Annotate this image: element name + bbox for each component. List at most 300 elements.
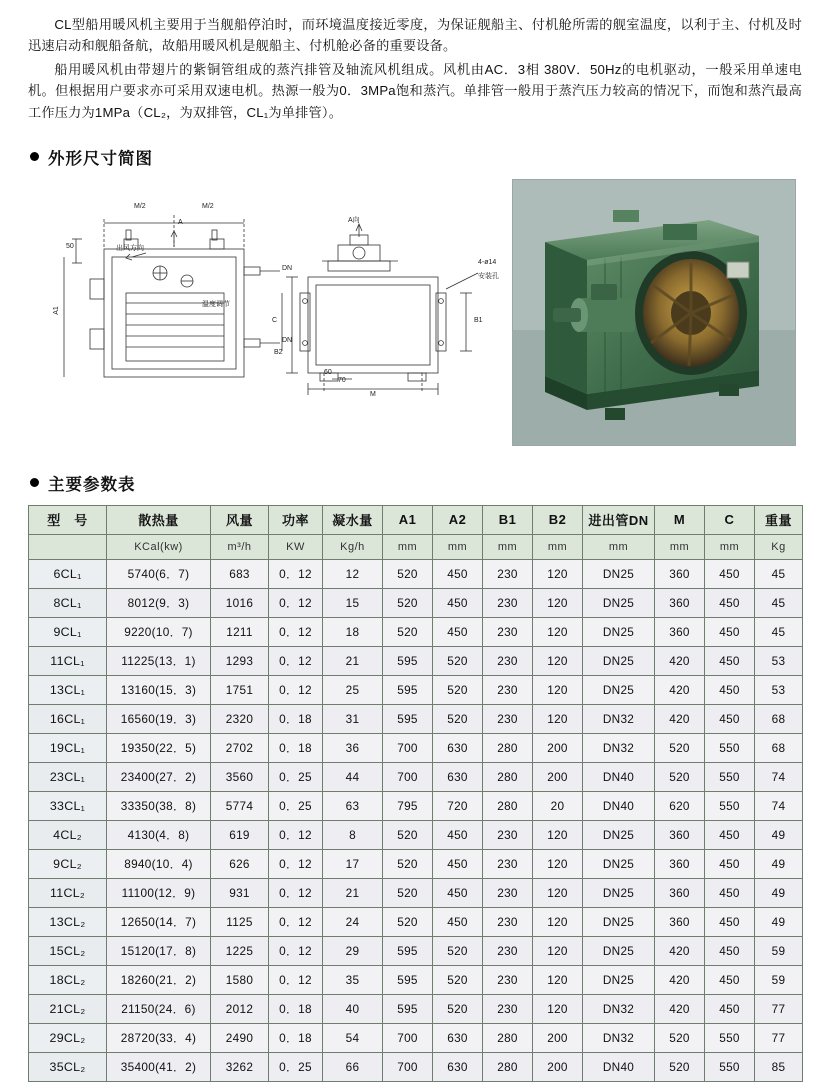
cell-value: 630 bbox=[433, 733, 483, 762]
cell-model: 23CL₁ bbox=[29, 762, 107, 791]
cell-value: 0．25 bbox=[269, 1052, 323, 1081]
cell-value: 12650(14．7) bbox=[107, 907, 211, 936]
cell-value: 230 bbox=[483, 907, 533, 936]
cell-value: 520 bbox=[383, 878, 433, 907]
spec-table-head bbox=[29, 505, 803, 559]
cell-value: 230 bbox=[483, 936, 533, 965]
cell-value: 15120(17．8) bbox=[107, 936, 211, 965]
cell-value: 595 bbox=[383, 646, 433, 675]
cell-value: 520 bbox=[383, 907, 433, 936]
cell-value: 1225 bbox=[211, 936, 269, 965]
cell-value: 450 bbox=[433, 878, 483, 907]
cell-value: 85 bbox=[755, 1052, 803, 1081]
cell-value: 700 bbox=[383, 733, 433, 762]
cell-value: 360 bbox=[655, 878, 705, 907]
cell-value: DN32 bbox=[583, 733, 655, 762]
figure-row bbox=[28, 179, 802, 449]
cell-value: 450 bbox=[705, 820, 755, 849]
table-row bbox=[29, 820, 803, 849]
cell-value: 520 bbox=[383, 849, 433, 878]
cell-value: 630 bbox=[433, 762, 483, 791]
cell-value: 595 bbox=[383, 936, 433, 965]
cell-value: 550 bbox=[705, 791, 755, 820]
cell-value: 63 bbox=[323, 791, 383, 820]
table-row bbox=[29, 791, 803, 820]
cell-value: 0．18 bbox=[269, 704, 323, 733]
spec-table-body bbox=[29, 559, 803, 1081]
drawing-label-mount-hole: 安装孔 bbox=[478, 272, 499, 280]
cell-value: 520 bbox=[433, 936, 483, 965]
cell-value: 450 bbox=[433, 617, 483, 646]
cell-value: 0．12 bbox=[269, 849, 323, 878]
table-row bbox=[29, 617, 803, 646]
cell-value: 520 bbox=[383, 820, 433, 849]
cell-value: 21 bbox=[323, 646, 383, 675]
cell-model: 9CL₁ bbox=[29, 617, 107, 646]
table-row bbox=[29, 907, 803, 936]
table-row bbox=[29, 704, 803, 733]
cell-value: 21150(24．6) bbox=[107, 994, 211, 1023]
cell-value: 619 bbox=[211, 820, 269, 849]
unit-b2: mm bbox=[533, 534, 583, 559]
cell-value: 8012(9．3) bbox=[107, 588, 211, 617]
cell-value: 0．12 bbox=[269, 559, 323, 588]
cell-value: 420 bbox=[655, 994, 705, 1023]
drawing-label-temp-adjust: 温度调节 bbox=[202, 300, 230, 308]
cell-value: 18 bbox=[323, 617, 383, 646]
cell-value: 450 bbox=[433, 907, 483, 936]
cell-model: 4CL₂ bbox=[29, 820, 107, 849]
cell-value: DN25 bbox=[583, 559, 655, 588]
col-header-heat: 散热量 bbox=[107, 505, 211, 534]
spec-table-wrapper bbox=[28, 505, 802, 1082]
cell-value: 595 bbox=[383, 965, 433, 994]
cell-value: 360 bbox=[655, 588, 705, 617]
unit-heat: KCal(kw) bbox=[107, 534, 211, 559]
cell-value: 0．25 bbox=[269, 762, 323, 791]
drawing-label-b2: B2 bbox=[274, 348, 283, 356]
cell-value: 595 bbox=[383, 704, 433, 733]
cell-model: 8CL₁ bbox=[29, 588, 107, 617]
cell-value: 520 bbox=[433, 675, 483, 704]
section-title-outline: 外形尺寸简图 bbox=[48, 149, 153, 168]
cell-value: 360 bbox=[655, 907, 705, 936]
intro-paragraph-2: 船用暖风机由带翅片的紫铜管组成的蒸汽排管及轴流风机组成。风机由AC．3相 380V．50Hz的电机驱动，一般采用单速电机。但根据用户要求亦可采用双速电机。热源一般为0．3MPa饱和蒸汽。单排管一般用于蒸汽压力较高的情况下，而饱和蒸汽最高工作压力为1MPa（CL₂，为双排管，CL₁为单排管）。 bbox=[28, 61, 802, 120]
cell-value: 230 bbox=[483, 646, 533, 675]
drawing-label-a-view: A向 bbox=[348, 216, 360, 224]
table-row bbox=[29, 733, 803, 762]
cell-value: 120 bbox=[533, 588, 583, 617]
cell-value: 120 bbox=[533, 907, 583, 936]
cell-value: 1751 bbox=[211, 675, 269, 704]
cell-value: 420 bbox=[655, 675, 705, 704]
cell-value: 450 bbox=[705, 936, 755, 965]
cell-value: 16560(19．3) bbox=[107, 704, 211, 733]
unit-c: mm bbox=[705, 534, 755, 559]
intro-paragraph-1: CL型船用暖风机主要用于当舰船停泊时，而环境温度接近零度，为保证舰船主、付机舱所需的舰室温度，以利于主、付机及时迅速启动和舰船备航，故船用暖风机是舰船主、付机舱必备的重要设备。 bbox=[28, 17, 802, 54]
unit-a2: mm bbox=[433, 534, 483, 559]
cell-value: DN32 bbox=[583, 704, 655, 733]
cell-value: 280 bbox=[483, 733, 533, 762]
col-header-condensate: 凝水量 bbox=[323, 505, 383, 534]
cell-value: 520 bbox=[383, 588, 433, 617]
section-heading-params bbox=[30, 471, 802, 495]
cell-model: 11CL₂ bbox=[29, 878, 107, 907]
cell-value: 280 bbox=[483, 1052, 533, 1081]
cell-value: DN25 bbox=[583, 965, 655, 994]
cell-value: 230 bbox=[483, 994, 533, 1023]
cell-value: 53 bbox=[755, 646, 803, 675]
cell-value: 19350(22．5) bbox=[107, 733, 211, 762]
drawing-label-a1: A1 bbox=[52, 306, 60, 315]
cell-value: 0．12 bbox=[269, 907, 323, 936]
table-row bbox=[29, 878, 803, 907]
cell-value: 630 bbox=[433, 1052, 483, 1081]
cell-value: 450 bbox=[433, 820, 483, 849]
cell-value: 683 bbox=[211, 559, 269, 588]
cell-value: 20 bbox=[533, 791, 583, 820]
cell-model: 6CL₁ bbox=[29, 559, 107, 588]
cell-value: 630 bbox=[433, 1023, 483, 1052]
cell-value: 33350(38．8) bbox=[107, 791, 211, 820]
unit-a1: mm bbox=[383, 534, 433, 559]
cell-value: 0．12 bbox=[269, 936, 323, 965]
cell-value: 13160(15．3) bbox=[107, 675, 211, 704]
drawing-label-70: 70 bbox=[338, 376, 346, 384]
unit-weight: Kg bbox=[755, 534, 803, 559]
cell-value: 120 bbox=[533, 617, 583, 646]
cell-value: 1211 bbox=[211, 617, 269, 646]
cell-model: 15CL₂ bbox=[29, 936, 107, 965]
unit-model bbox=[29, 534, 107, 559]
table-row bbox=[29, 1052, 803, 1081]
cell-value: 450 bbox=[705, 849, 755, 878]
cell-value: 36 bbox=[323, 733, 383, 762]
cell-value: 2490 bbox=[211, 1023, 269, 1052]
cell-value: 595 bbox=[383, 994, 433, 1023]
cell-value: 520 bbox=[433, 646, 483, 675]
cell-value: 230 bbox=[483, 878, 533, 907]
col-header-m: M bbox=[655, 505, 705, 534]
cell-value: 795 bbox=[383, 791, 433, 820]
cell-value: 24 bbox=[323, 907, 383, 936]
cell-value: 1293 bbox=[211, 646, 269, 675]
outline-drawing bbox=[42, 197, 532, 427]
table-row bbox=[29, 994, 803, 1023]
cell-value: 520 bbox=[655, 1023, 705, 1052]
cell-value: 0．12 bbox=[269, 965, 323, 994]
cell-value: 120 bbox=[533, 820, 583, 849]
cell-value: 360 bbox=[655, 820, 705, 849]
cell-value: 230 bbox=[483, 849, 533, 878]
drawing-label-60: 60 bbox=[324, 368, 332, 376]
unit-b1: mm bbox=[483, 534, 533, 559]
table-row bbox=[29, 646, 803, 675]
cell-value: 450 bbox=[705, 588, 755, 617]
cell-value: 0．12 bbox=[269, 646, 323, 675]
cell-value: DN25 bbox=[583, 675, 655, 704]
cell-value: 280 bbox=[483, 1023, 533, 1052]
drawing-label-b1: B1 bbox=[474, 316, 483, 324]
cell-value: 550 bbox=[705, 1052, 755, 1081]
product-photo-svg bbox=[513, 180, 795, 445]
cell-value: 230 bbox=[483, 588, 533, 617]
cell-value: 66 bbox=[323, 1052, 383, 1081]
cell-value: 120 bbox=[533, 559, 583, 588]
cell-model: 21CL₂ bbox=[29, 994, 107, 1023]
cell-value: 931 bbox=[211, 878, 269, 907]
cell-value: 2012 bbox=[211, 994, 269, 1023]
cell-value: 360 bbox=[655, 559, 705, 588]
cell-value: 120 bbox=[533, 936, 583, 965]
cell-value: 200 bbox=[533, 1052, 583, 1081]
cell-value: 28720(33．4) bbox=[107, 1023, 211, 1052]
cell-value: DN32 bbox=[583, 994, 655, 1023]
cell-value: 520 bbox=[433, 704, 483, 733]
cell-value: 420 bbox=[655, 646, 705, 675]
cell-value: 120 bbox=[533, 849, 583, 878]
cell-value: 626 bbox=[211, 849, 269, 878]
cell-value: 3560 bbox=[211, 762, 269, 791]
cell-value: DN25 bbox=[583, 907, 655, 936]
drawing-label-dn-top: DN bbox=[282, 264, 293, 272]
cell-value: 200 bbox=[533, 733, 583, 762]
cell-value: DN25 bbox=[583, 617, 655, 646]
unit-airflow: m³/h bbox=[211, 534, 269, 559]
cell-value: 450 bbox=[705, 617, 755, 646]
cell-value: 200 bbox=[533, 1023, 583, 1052]
cell-value: 420 bbox=[655, 936, 705, 965]
unit-m: mm bbox=[655, 534, 705, 559]
cell-value: 520 bbox=[433, 965, 483, 994]
table-row bbox=[29, 849, 803, 878]
cell-value: 520 bbox=[655, 762, 705, 791]
col-header-b2: B2 bbox=[533, 505, 583, 534]
section-title-params: 主要参数表 bbox=[48, 475, 136, 494]
cell-value: 4130(4．8) bbox=[107, 820, 211, 849]
cell-value: 53 bbox=[755, 675, 803, 704]
cell-value: 12 bbox=[323, 559, 383, 588]
cell-value: 520 bbox=[383, 559, 433, 588]
cell-value: 450 bbox=[705, 675, 755, 704]
cell-value: 230 bbox=[483, 617, 533, 646]
cell-value: 68 bbox=[755, 704, 803, 733]
cell-model: 9CL₂ bbox=[29, 849, 107, 878]
cell-value: 35400(41．2) bbox=[107, 1052, 211, 1081]
cell-value: 720 bbox=[433, 791, 483, 820]
cell-value: 0．12 bbox=[269, 878, 323, 907]
cell-value: 120 bbox=[533, 878, 583, 907]
cell-value: 550 bbox=[705, 762, 755, 791]
cell-value: 68 bbox=[755, 733, 803, 762]
cell-value: 11100(12．9) bbox=[107, 878, 211, 907]
table-row bbox=[29, 965, 803, 994]
cell-value: 9220(10．7) bbox=[107, 617, 211, 646]
cell-value: 25 bbox=[323, 675, 383, 704]
cell-value: 59 bbox=[755, 936, 803, 965]
unit-condensate: Kg/h bbox=[323, 534, 383, 559]
cell-value: 1016 bbox=[211, 588, 269, 617]
cell-value: 5740(6．7) bbox=[107, 559, 211, 588]
cell-value: 0．12 bbox=[269, 675, 323, 704]
cell-value: 44 bbox=[323, 762, 383, 791]
cell-value: 450 bbox=[433, 588, 483, 617]
bullet-dot-icon-2 bbox=[30, 478, 39, 487]
cell-value: 520 bbox=[655, 1052, 705, 1081]
table-row bbox=[29, 588, 803, 617]
spec-table bbox=[28, 505, 803, 1082]
table-row bbox=[29, 675, 803, 704]
cell-value: DN25 bbox=[583, 878, 655, 907]
cell-value: 700 bbox=[383, 762, 433, 791]
cell-value: DN40 bbox=[583, 762, 655, 791]
col-header-model: 型 号 bbox=[29, 505, 107, 534]
cell-value: 120 bbox=[533, 704, 583, 733]
cell-value: 40 bbox=[323, 994, 383, 1023]
col-header-airflow: 风量 bbox=[211, 505, 269, 534]
cell-value: 35 bbox=[323, 965, 383, 994]
cell-value: 520 bbox=[655, 733, 705, 762]
col-header-weight: 重量 bbox=[755, 505, 803, 534]
cell-value: 54 bbox=[323, 1023, 383, 1052]
cell-value: 45 bbox=[755, 559, 803, 588]
cell-value: 59 bbox=[755, 965, 803, 994]
col-header-c: C bbox=[705, 505, 755, 534]
cell-value: 550 bbox=[705, 733, 755, 762]
cell-value: 0．18 bbox=[269, 1023, 323, 1052]
cell-value: 450 bbox=[705, 878, 755, 907]
cell-value: 450 bbox=[705, 907, 755, 936]
unit-dn: mm bbox=[583, 534, 655, 559]
cell-model: 13CL₂ bbox=[29, 907, 107, 936]
drawing-label-a: A bbox=[178, 218, 183, 226]
cell-value: 595 bbox=[383, 675, 433, 704]
cell-value: DN40 bbox=[583, 791, 655, 820]
cell-value: 620 bbox=[655, 791, 705, 820]
col-header-a1: A1 bbox=[383, 505, 433, 534]
spec-table-header-row bbox=[29, 505, 803, 534]
cell-value: DN25 bbox=[583, 936, 655, 965]
cell-value: 450 bbox=[705, 646, 755, 675]
cell-value: DN25 bbox=[583, 849, 655, 878]
cell-value: DN32 bbox=[583, 1023, 655, 1052]
cell-value: 21 bbox=[323, 878, 383, 907]
cell-value: 2702 bbox=[211, 733, 269, 762]
cell-model: 16CL₁ bbox=[29, 704, 107, 733]
table-row bbox=[29, 1023, 803, 1052]
cell-value: 23400(27．2) bbox=[107, 762, 211, 791]
col-header-b1: B1 bbox=[483, 505, 533, 534]
cell-value: 49 bbox=[755, 820, 803, 849]
drawing-label-4-hole: 4-ø14 bbox=[478, 258, 497, 266]
drawing-label-m2-left: M/2 bbox=[134, 202, 146, 210]
cell-value: 520 bbox=[433, 994, 483, 1023]
cell-value: 230 bbox=[483, 820, 533, 849]
col-header-power: 功率 bbox=[269, 505, 323, 534]
drawing-label-c: C bbox=[272, 316, 278, 324]
cell-value: 45 bbox=[755, 588, 803, 617]
cell-value: 45 bbox=[755, 617, 803, 646]
table-row bbox=[29, 936, 803, 965]
cell-value: 77 bbox=[755, 1023, 803, 1052]
cell-value: 0．12 bbox=[269, 820, 323, 849]
drawing-label-m2-right: M/2 bbox=[202, 202, 214, 210]
drawing-label-airflow: 出风方向 bbox=[116, 244, 144, 252]
unit-power: KW bbox=[269, 534, 323, 559]
cell-value: 1125 bbox=[211, 907, 269, 936]
cell-value: 49 bbox=[755, 849, 803, 878]
cell-value: 550 bbox=[705, 1023, 755, 1052]
cell-model: 13CL₁ bbox=[29, 675, 107, 704]
cell-value: 420 bbox=[655, 965, 705, 994]
cell-value: 0．25 bbox=[269, 791, 323, 820]
cell-value: 120 bbox=[533, 994, 583, 1023]
product-photo bbox=[512, 179, 796, 446]
cell-value: 29 bbox=[323, 936, 383, 965]
cell-value: 77 bbox=[755, 994, 803, 1023]
cell-value: 280 bbox=[483, 791, 533, 820]
cell-value: 450 bbox=[705, 965, 755, 994]
cell-value: 700 bbox=[383, 1023, 433, 1052]
cell-value: 230 bbox=[483, 675, 533, 704]
cell-value: DN25 bbox=[583, 588, 655, 617]
table-row bbox=[29, 762, 803, 791]
outline-drawing-svg bbox=[42, 197, 532, 427]
cell-value: 450 bbox=[433, 849, 483, 878]
cell-value: 11225(13．1) bbox=[107, 646, 211, 675]
cell-value: DN25 bbox=[583, 646, 655, 675]
drawing-label-dn-bottom: DN bbox=[282, 336, 293, 344]
bullet-dot-icon bbox=[30, 152, 39, 161]
cell-value: 120 bbox=[533, 675, 583, 704]
cell-value: 8940(10．4) bbox=[107, 849, 211, 878]
drawing-label-50: 50 bbox=[66, 242, 74, 250]
drawing-label-m: M bbox=[370, 390, 376, 398]
cell-value: 15 bbox=[323, 588, 383, 617]
cell-value: 230 bbox=[483, 965, 533, 994]
cell-value: 0．12 bbox=[269, 588, 323, 617]
col-header-dn: 进出管DN bbox=[583, 505, 655, 534]
cell-value: 0．12 bbox=[269, 617, 323, 646]
cell-value: 120 bbox=[533, 646, 583, 675]
cell-value: 520 bbox=[383, 617, 433, 646]
cell-value: 200 bbox=[533, 762, 583, 791]
cell-value: 49 bbox=[755, 907, 803, 936]
cell-value: 74 bbox=[755, 762, 803, 791]
cell-value: 2320 bbox=[211, 704, 269, 733]
cell-value: 8 bbox=[323, 820, 383, 849]
cell-value: 17 bbox=[323, 849, 383, 878]
section-heading-outline bbox=[30, 145, 802, 169]
cell-value: 0．18 bbox=[269, 994, 323, 1023]
cell-value: 450 bbox=[433, 559, 483, 588]
cell-value: 420 bbox=[655, 704, 705, 733]
table-row bbox=[29, 559, 803, 588]
cell-value: 450 bbox=[705, 994, 755, 1023]
cell-model: 19CL₁ bbox=[29, 733, 107, 762]
cell-value: 0．18 bbox=[269, 733, 323, 762]
cell-value: 230 bbox=[483, 704, 533, 733]
cell-model: 18CL₂ bbox=[29, 965, 107, 994]
cell-model: 35CL₂ bbox=[29, 1052, 107, 1081]
cell-value: 700 bbox=[383, 1052, 433, 1081]
col-header-a2: A2 bbox=[433, 505, 483, 534]
cell-value: 3262 bbox=[211, 1052, 269, 1081]
cell-value: 230 bbox=[483, 559, 533, 588]
cell-value: 74 bbox=[755, 791, 803, 820]
cell-value: 450 bbox=[705, 559, 755, 588]
cell-value: 280 bbox=[483, 762, 533, 791]
